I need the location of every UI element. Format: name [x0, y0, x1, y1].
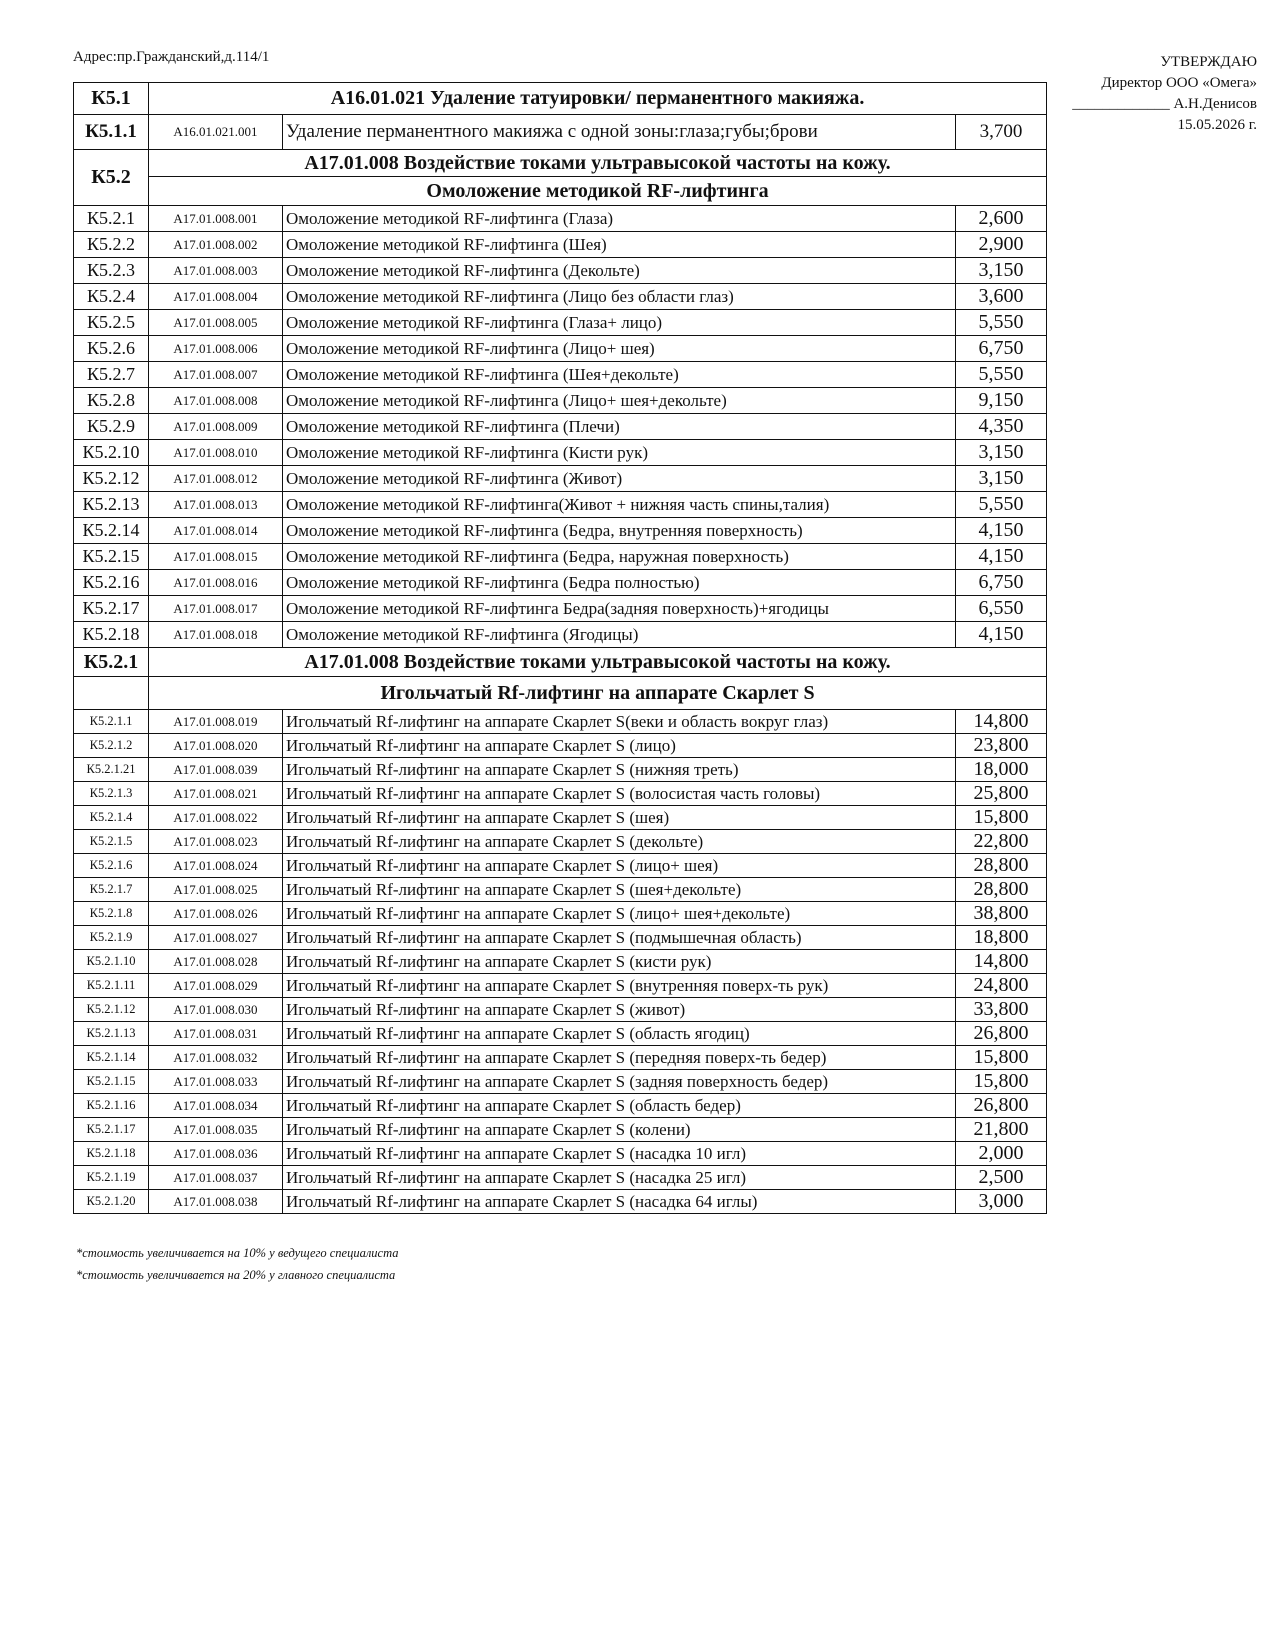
- row-number: К5.2.1.21: [74, 758, 149, 782]
- row-service: Омоложение методикой RF-лифтинга (Декольте): [283, 258, 956, 284]
- table-row: [74, 710, 1047, 734]
- section-title: А16.01.021 Удаление татуировки/ перманентного макияжа.: [149, 83, 1047, 115]
- section-header-k52-line2: [74, 177, 1047, 206]
- empty-cell: [74, 677, 149, 710]
- table-row: [74, 570, 1047, 596]
- row-code: А17.01.008.010: [149, 440, 283, 466]
- row-number: К5.2.1.2: [74, 734, 149, 758]
- row-code: А17.01.008.003: [149, 258, 283, 284]
- table-row: [74, 544, 1047, 570]
- row-service: Игольчатый Rf-лифтинг на аппарате Скарлет S (подмышечная область): [283, 926, 956, 950]
- row-service: Омоложение методикой RF-лифтинга (Кисти рук): [283, 440, 956, 466]
- row-code: А17.01.008.015: [149, 544, 283, 570]
- row-code: А17.01.008.016: [149, 570, 283, 596]
- row-price: 4,350: [956, 414, 1047, 440]
- row-service: Игольчатый Rf-лифтинг на аппарате Скарлет S (волосистая часть головы): [283, 782, 956, 806]
- row-number: К5.2.1.4: [74, 806, 149, 830]
- row-service: Игольчатый Rf-лифтинг на аппарате Скарлет S (шея+декольте): [283, 878, 956, 902]
- row-price: 3,150: [956, 466, 1047, 492]
- row-code: А17.01.008.033: [149, 1070, 283, 1094]
- row-price: 25,800: [956, 782, 1047, 806]
- section-title-line1: А17.01.008 Воздействие токами ультравысокой частоты на кожу.: [149, 648, 1047, 677]
- table-row: [74, 734, 1047, 758]
- row-code: А17.01.008.017: [149, 596, 283, 622]
- row-number: К5.2.6: [74, 336, 149, 362]
- row-code: А17.01.008.009: [149, 414, 283, 440]
- row-price: 4,150: [956, 622, 1047, 648]
- table-row: [74, 758, 1047, 782]
- row-number: К5.1.1: [74, 115, 149, 150]
- row-code: А17.01.008.002: [149, 232, 283, 258]
- row-number: К5.2.12: [74, 466, 149, 492]
- row-code: А17.01.008.029: [149, 974, 283, 998]
- row-number: К5.2.13: [74, 492, 149, 518]
- row-service: Игольчатый Rf-лифтинг на аппарате Скарлет S (насадка 64 иглы): [283, 1190, 956, 1214]
- row-price: 26,800: [956, 1022, 1047, 1046]
- row-number: К5.2.1.11: [74, 974, 149, 998]
- row-code: А17.01.008.034: [149, 1094, 283, 1118]
- row-price: 2,000: [956, 1142, 1047, 1166]
- table-row: [74, 310, 1047, 336]
- row-price: 14,800: [956, 710, 1047, 734]
- row-number: К5.2.1.7: [74, 878, 149, 902]
- row-number: К5.2.1.14: [74, 1046, 149, 1070]
- row-code: А17.01.008.004: [149, 284, 283, 310]
- table-row: [74, 1094, 1047, 1118]
- row-service: Омоложение методикой RF-лифтинга (Бедра, наружная поверхность): [283, 544, 956, 570]
- row-number: К5.2.8: [74, 388, 149, 414]
- row-code: А17.01.008.026: [149, 902, 283, 926]
- row-price: 18,800: [956, 926, 1047, 950]
- approval-date: 15.05.2026 г.: [1177, 117, 1257, 133]
- row-service: Омоложение методикой RF-лифтинга Бедра(задняя поверхность)+ягодицы: [283, 596, 956, 622]
- section-title-line1: А17.01.008 Воздействие токами ультравысокой частоты на кожу.: [149, 150, 1047, 177]
- section-number: К5.2.1: [74, 648, 149, 677]
- section-header-k52: [74, 150, 1047, 177]
- row-service: Игольчатый Rf-лифтинг на аппарате Скарлет S (передняя поверх-ть бедер): [283, 1046, 956, 1070]
- table-row: [74, 782, 1047, 806]
- row-number: К5.2.17: [74, 596, 149, 622]
- row-number: К5.2.1.15: [74, 1070, 149, 1094]
- row-code: А17.01.008.018: [149, 622, 283, 648]
- table-row: [74, 206, 1047, 232]
- row-service: Удаление перманентного макияжа с одной зоны:глаза;губы;брови: [283, 115, 956, 150]
- row-price: 6,750: [956, 336, 1047, 362]
- row-code: А17.01.008.021: [149, 782, 283, 806]
- row-number: К5.2.1: [74, 206, 149, 232]
- table-row: [74, 622, 1047, 648]
- table-row: [74, 974, 1047, 998]
- table-row: [74, 492, 1047, 518]
- row-price: 22,800: [956, 830, 1047, 854]
- row-price: 18,000: [956, 758, 1047, 782]
- table-row: [74, 440, 1047, 466]
- table-row: [74, 1070, 1047, 1094]
- table-row: [74, 902, 1047, 926]
- table-row: [74, 950, 1047, 974]
- row-service: Омоложение методикой RF-лифтинга(Живот + нижняя часть спины,талия): [283, 492, 956, 518]
- table-row: [74, 1142, 1047, 1166]
- row-number: К5.2.2: [74, 232, 149, 258]
- table-row: [74, 388, 1047, 414]
- row-service: Игольчатый Rf-лифтинг на аппарате Скарлет S (лицо+ шея): [283, 854, 956, 878]
- row-service: Омоложение методикой RF-лифтинга (Бедра полностью): [283, 570, 956, 596]
- row-code: А17.01.008.012: [149, 466, 283, 492]
- row-code: А17.01.008.030: [149, 998, 283, 1022]
- section-header-k521: [74, 648, 1047, 677]
- section-number: К5.2: [74, 150, 149, 206]
- address: Адрес:пр.Гражданский,д.114/1: [73, 49, 270, 65]
- row-service: Омоложение методикой RF-лифтинга (Шея): [283, 232, 956, 258]
- row-number: К5.2.16: [74, 570, 149, 596]
- table-row: [74, 232, 1047, 258]
- row-service: Игольчатый Rf-лифтинг на аппарате Скарлет S (лицо+ шея+декольте): [283, 902, 956, 926]
- row-number: К5.2.15: [74, 544, 149, 570]
- row-service: Игольчатый Rf-лифтинг на аппарате Скарлет S (задняя поверхность бедер): [283, 1070, 956, 1094]
- row-number: К5.2.3: [74, 258, 149, 284]
- row-code: А17.01.008.006: [149, 336, 283, 362]
- row-number: К5.2.1.8: [74, 902, 149, 926]
- row-service: Омоложение методикой RF-лифтинга (Лицо без области глаз): [283, 284, 956, 310]
- row-code: А17.01.008.028: [149, 950, 283, 974]
- row-code: А17.01.008.032: [149, 1046, 283, 1070]
- table-row: [74, 336, 1047, 362]
- row-number: К5.2.1.12: [74, 998, 149, 1022]
- row-number: К5.2.4: [74, 284, 149, 310]
- row-service: Омоложение методикой RF-лифтинга (Живот): [283, 466, 956, 492]
- row-number: К5.2.1.20: [74, 1190, 149, 1214]
- row-service: Омоложение методикой RF-лифтинга (Глаза): [283, 206, 956, 232]
- row-service: Омоложение методикой RF-лифтинга (Ягодицы): [283, 622, 956, 648]
- row-service: Омоложение методикой RF-лифтинга (Плечи): [283, 414, 956, 440]
- table-row: [74, 1118, 1047, 1142]
- row-price: 9,150: [956, 388, 1047, 414]
- row-price: 2,600: [956, 206, 1047, 232]
- row-number: К5.2.1.9: [74, 926, 149, 950]
- table-row: [74, 878, 1047, 902]
- table-row: [74, 1190, 1047, 1214]
- row-service: Игольчатый Rf-лифтинг на аппарате Скарлет S (живот): [283, 998, 956, 1022]
- row-code: А17.01.008.014: [149, 518, 283, 544]
- row-service: Омоложение методикой RF-лифтинга (Глаза+ лицо): [283, 310, 956, 336]
- row-code: А17.01.008.005: [149, 310, 283, 336]
- row-code: А17.01.008.025: [149, 878, 283, 902]
- table-row: [74, 1046, 1047, 1070]
- row-code: А17.01.008.038: [149, 1190, 283, 1214]
- row-number: К5.2.1.13: [74, 1022, 149, 1046]
- row-service: Игольчатый Rf-лифтинг на аппарате Скарлет S (декольте): [283, 830, 956, 854]
- table-row: [74, 854, 1047, 878]
- row-number: К5.2.7: [74, 362, 149, 388]
- row-number: К5.2.1.18: [74, 1142, 149, 1166]
- price-table: [73, 82, 1047, 1214]
- row-price: 3,700: [956, 115, 1047, 150]
- table-row: [74, 998, 1047, 1022]
- row-code: А17.01.008.027: [149, 926, 283, 950]
- row-service: Игольчатый Rf-лифтинг на аппарате Скарлет S (насадка 10 игл): [283, 1142, 956, 1166]
- row-service: Омоложение методикой RF-лифтинга (Бедра, внутренняя поверхность): [283, 518, 956, 544]
- row-price: 5,550: [956, 492, 1047, 518]
- row-number: К5.2.1.1: [74, 710, 149, 734]
- row-service: Игольчатый Rf-лифтинг на аппарате Скарлет S (шея): [283, 806, 956, 830]
- row-number: К5.2.5: [74, 310, 149, 336]
- footnote: *стоимость увеличивается на 20% у главного специалиста: [76, 1268, 396, 1282]
- approval-position: Директор ООО «Омега»: [1101, 75, 1257, 91]
- row-price: 6,550: [956, 596, 1047, 622]
- table-row: [74, 284, 1047, 310]
- row-service: Игольчатый Rf-лифтинг на аппарате Скарлет S (лицо): [283, 734, 956, 758]
- row-code: А17.01.008.007: [149, 362, 283, 388]
- row-code: А17.01.008.013: [149, 492, 283, 518]
- section-number: К5.1: [74, 83, 149, 115]
- row-price: 3,000: [956, 1190, 1047, 1214]
- row-number: К5.2.9: [74, 414, 149, 440]
- row-price: 38,800: [956, 902, 1047, 926]
- row-number: К5.2.14: [74, 518, 149, 544]
- table-row: [74, 518, 1047, 544]
- table-row: [74, 596, 1047, 622]
- section-header-k521-line2: [74, 677, 1047, 710]
- row-number: К5.2.1.10: [74, 950, 149, 974]
- row-number: К5.2.1.5: [74, 830, 149, 854]
- row-price: 23,800: [956, 734, 1047, 758]
- table-row: [74, 806, 1047, 830]
- table-row: [74, 466, 1047, 492]
- row-code: А16.01.021.001: [149, 115, 283, 150]
- row-code: А17.01.008.037: [149, 1166, 283, 1190]
- row-service: Омоложение методикой RF-лифтинга (Лицо+ шея+декольте): [283, 388, 956, 414]
- row-service: Омоложение методикой RF-лифтинга (Шея+декольте): [283, 362, 956, 388]
- section-header-k51: [74, 83, 1047, 115]
- row-code: А17.01.008.036: [149, 1142, 283, 1166]
- approval-signature: _____________ А.Н.Денисов: [1072, 96, 1257, 112]
- row-service: Игольчатый Rf-лифтинг на аппарате Скарлет S (кисти рук): [283, 950, 956, 974]
- table-row: [74, 830, 1047, 854]
- row-service: Омоложение методикой RF-лифтинга (Лицо+ шея): [283, 336, 956, 362]
- section-title-line2: Игольчатый Rf-лифтинг на аппарате Скарлет S: [149, 677, 1047, 710]
- row-service: Игольчатый Rf-лифтинг на аппарате Скарлет S(веки и область вокруг глаз): [283, 710, 956, 734]
- row-price: 24,800: [956, 974, 1047, 998]
- row-price: 28,800: [956, 854, 1047, 878]
- table-row: [74, 362, 1047, 388]
- row-price: 15,800: [956, 1070, 1047, 1094]
- row-price: 15,800: [956, 1046, 1047, 1070]
- row-service: Игольчатый Rf-лифтинг на аппарате Скарлет S (нижняя треть): [283, 758, 956, 782]
- row-number: К5.2.1.16: [74, 1094, 149, 1118]
- row-code: А17.01.008.024: [149, 854, 283, 878]
- row-code: А17.01.008.039: [149, 758, 283, 782]
- price-table-body: [74, 83, 1047, 1214]
- row-price: 2,500: [956, 1166, 1047, 1190]
- row-code: А17.01.008.019: [149, 710, 283, 734]
- row-price: 4,150: [956, 518, 1047, 544]
- row-price: 15,800: [956, 806, 1047, 830]
- row-price: 28,800: [956, 878, 1047, 902]
- row-number: К5.2.1.3: [74, 782, 149, 806]
- row-service: Игольчатый Rf-лифтинг на аппарате Скарлет S (область бедер): [283, 1094, 956, 1118]
- row-price: 26,800: [956, 1094, 1047, 1118]
- row-service: Игольчатый Rf-лифтинг на аппарате Скарлет S (колени): [283, 1118, 956, 1142]
- row-number: К5.2.1.6: [74, 854, 149, 878]
- table-row: [74, 1022, 1047, 1046]
- row-service: Игольчатый Rf-лифтинг на аппарате Скарлет S (насадка 25 игл): [283, 1166, 956, 1190]
- row-price: 5,550: [956, 362, 1047, 388]
- row-price: 6,750: [956, 570, 1047, 596]
- table-row: [74, 115, 1047, 150]
- row-price: 3,600: [956, 284, 1047, 310]
- table-row: [74, 258, 1047, 284]
- row-code: А17.01.008.020: [149, 734, 283, 758]
- row-number: К5.2.18: [74, 622, 149, 648]
- row-code: А17.01.008.022: [149, 806, 283, 830]
- row-price: 2,900: [956, 232, 1047, 258]
- row-price: 21,800: [956, 1118, 1047, 1142]
- row-code: А17.01.008.031: [149, 1022, 283, 1046]
- row-code: А17.01.008.001: [149, 206, 283, 232]
- row-price: 4,150: [956, 544, 1047, 570]
- row-price: 33,800: [956, 998, 1047, 1022]
- approval-title: УТВЕРЖДАЮ: [1160, 54, 1257, 70]
- row-price: 5,550: [956, 310, 1047, 336]
- row-code: А17.01.008.035: [149, 1118, 283, 1142]
- footnote: *стоимость увеличивается на 10% у ведущего специалиста: [76, 1246, 399, 1260]
- row-code: А17.01.008.008: [149, 388, 283, 414]
- row-price: 14,800: [956, 950, 1047, 974]
- row-price: 3,150: [956, 440, 1047, 466]
- table-row: [74, 926, 1047, 950]
- row-number: К5.2.10: [74, 440, 149, 466]
- row-service: Игольчатый Rf-лифтинг на аппарате Скарлет S (область ягодиц): [283, 1022, 956, 1046]
- table-row: [74, 414, 1047, 440]
- row-number: К5.2.1.17: [74, 1118, 149, 1142]
- row-code: А17.01.008.023: [149, 830, 283, 854]
- approval-block: [1072, 52, 1257, 136]
- section-title-line2: Омоложение методикой RF-лифтинга: [149, 177, 1047, 206]
- footnotes: [76, 1242, 399, 1286]
- row-service: Игольчатый Rf-лифтинг на аппарате Скарлет S (внутренняя поверх-ть рук): [283, 974, 956, 998]
- row-price: 3,150: [956, 258, 1047, 284]
- row-number: К5.2.1.19: [74, 1166, 149, 1190]
- table-row: [74, 1166, 1047, 1190]
